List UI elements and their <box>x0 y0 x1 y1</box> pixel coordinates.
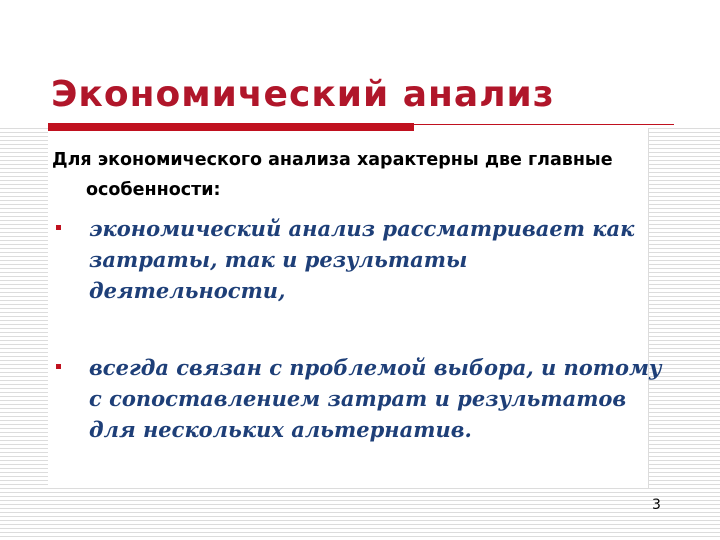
intro-colon: : <box>213 180 221 200</box>
title-accent-bar <box>48 123 414 131</box>
title-underline <box>414 124 674 125</box>
bullet-marker-icon <box>56 364 61 369</box>
page-number: 3 <box>652 497 661 513</box>
slide-title: Экономический анализ <box>51 74 555 115</box>
bullet-text: всегда связан с проблемой выбора, и потому с сопоставлением затрат и результатов для нескольких альтернатив. <box>89 355 662 442</box>
intro-text <box>52 145 676 205</box>
bullet-marker-icon <box>56 225 61 230</box>
intro-main: Для экономического анализа характерны две главные особенности <box>52 150 613 200</box>
bullet-text: экономический анализ рассматривает как затраты, так и результаты деятельности, <box>89 216 635 303</box>
